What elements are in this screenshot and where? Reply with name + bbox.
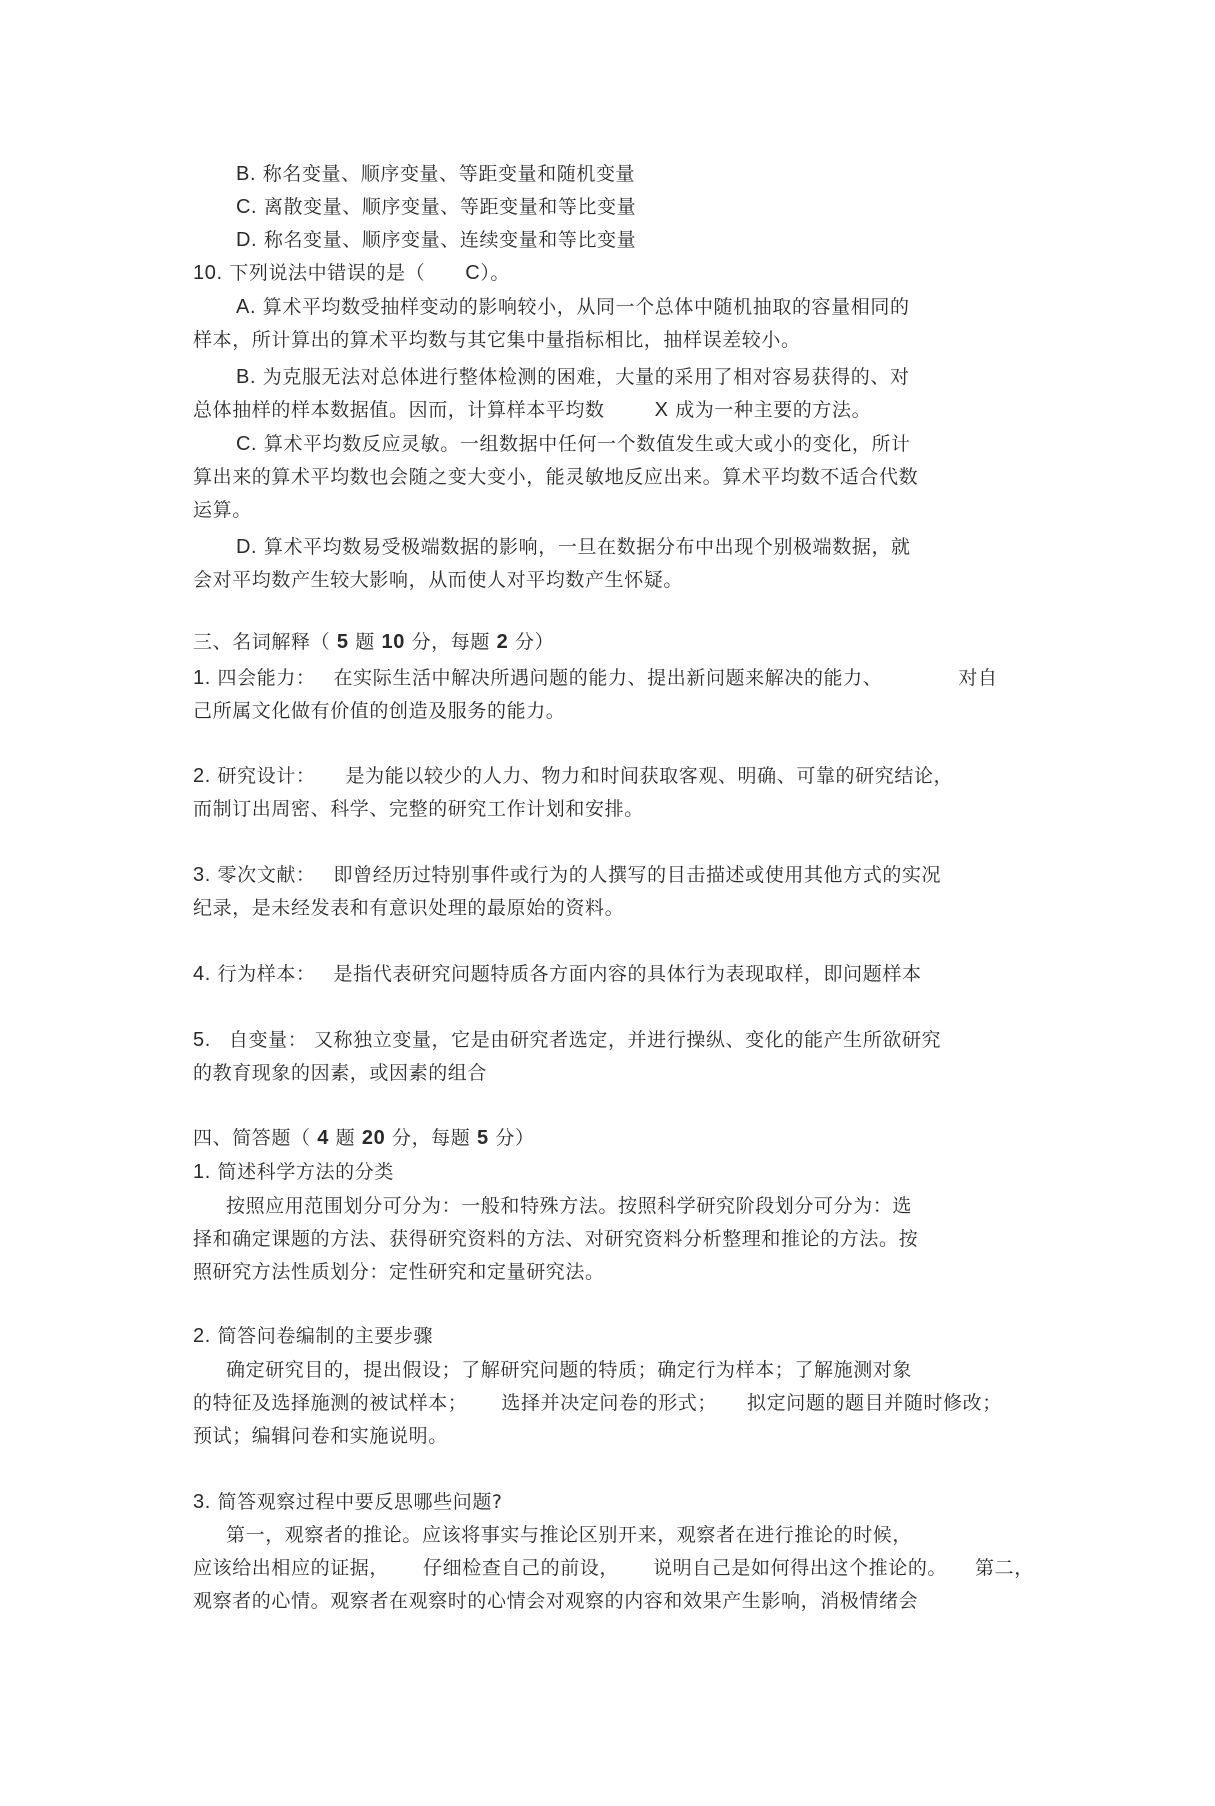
- section4-total-points: 20: [361, 1127, 386, 1149]
- term-3-number: 3.: [193, 864, 211, 886]
- short-answer-3-line2c: 说明自己是如何得出这个推论的。: [653, 1557, 948, 1579]
- term-4-number: 4.: [193, 963, 211, 985]
- short-answer-3-line2: [193, 1556, 1034, 1580]
- term-5-line1: [193, 1028, 941, 1052]
- q10-option-c-text: 算术平均数反应灵敏。一组数据中任何一个数值发生或大或小的变化，所计: [263, 433, 911, 455]
- term-5-line2: 的教育现象的因素，或因素的组合: [193, 1062, 488, 1084]
- term-1-line2: 己所属文化做有价值的创造及服务的能力。: [193, 700, 566, 722]
- section3-points-each: 2: [496, 631, 509, 653]
- section3-heading-part1: 三、名词解释（: [193, 631, 331, 653]
- term-4-definition: 是指代表研究问题特质各方面内容的具体行为表现取样，即问题样本: [333, 963, 922, 985]
- term-2-line1: [193, 764, 953, 788]
- short-answer-2-line2: [193, 1391, 1002, 1415]
- short-answer-1-line2: 择和确定课题的方法、获得研究资料的方法、对研究资料分析整理和推论的方法。按: [193, 1228, 919, 1250]
- short-answer-3-title: [193, 1490, 503, 1514]
- term-3-definition: 即曾经历过特别事件或行为的人撰写的目击描述或使用其他方式的实况: [333, 864, 942, 886]
- short-answer-2-line2b: 选择并决定问卷的形式；: [501, 1392, 718, 1414]
- q10-option-d-line2: 会对平均数产生较大影响，从而使人对平均数产生怀疑。: [193, 569, 684, 591]
- short-answer-3-line3: 观察者的心情。观察者在观察时的心情会对观察的内容和效果产生影响，消极情绪会: [193, 1590, 919, 1612]
- q10-number: 10.: [193, 262, 223, 284]
- q9-option-d-text: 称名变量、顺序变量、连续变量和等比变量: [263, 229, 637, 251]
- term-1-definition-end: 对自: [958, 667, 998, 689]
- term-2-number: 2.: [193, 765, 211, 787]
- q10-option-a-text: 算术平均数受抽样变动的影响较小，从同一个总体中随机抽取的容量相同的: [262, 296, 910, 318]
- term-4-line1: [193, 962, 922, 986]
- q10-option-d-line1: D. 算术平均数易受极端数据的影响，一旦在数据分布中出现个别极端数据，就: [236, 536, 911, 558]
- section3-heading-part4: 分）: [514, 631, 555, 653]
- short-answer-1-line1: 按照应用范围划分可分为：一般和特殊方法。按照科学研究阶段划分可分为：选: [226, 1195, 913, 1217]
- q9-option-c: C. 离散变量、顺序变量、等距变量和等比变量: [236, 196, 637, 218]
- q9-option-c-text: 离散变量、顺序变量、等距变量和等比变量: [263, 196, 637, 218]
- short-answer-1-number: 1.: [193, 1161, 211, 1183]
- section3-total-points: 10: [381, 631, 405, 653]
- short-answer-1-title: [193, 1160, 394, 1184]
- q9-option-b-text: 称名变量、顺序变量、等距变量和随机变量: [262, 163, 636, 185]
- short-answer-2-line2c: 拟定问题的题目并随时修改；: [747, 1392, 1002, 1414]
- q10-option-c-line3: 运算。: [193, 499, 252, 521]
- term-5-number: 5.: [193, 1029, 211, 1051]
- term-5-definition: 又称独立变量，它是由研究者选定，并进行操纵、变化的能产生所欲研究: [313, 1029, 942, 1051]
- short-answer-3-line2b: 仔细检查自己的前设，: [423, 1557, 620, 1579]
- q10-option-a-line1: A. 算术平均数受抽样变动的影响较小，从同一个总体中随机抽取的容量相同的: [236, 296, 910, 318]
- section4-heading-part3: 分，每题: [391, 1127, 471, 1149]
- q10-option-d-text: 算术平均数易受极端数据的影响，一旦在数据分布中出现个别极端数据，就: [263, 536, 911, 558]
- section4-heading-part2: 题: [335, 1127, 356, 1149]
- q9-option-b: B. 称名变量、顺序变量、等距变量和随机变量: [236, 163, 636, 185]
- short-answer-2-line1: 确定研究目的，提出假设；了解研究问题的特质；确定行为样本；了解施测对象: [226, 1359, 913, 1381]
- short-answer-3-line1: 第一，观察者的推论。应该将事实与推论区别开来，观察者在进行推论的时候，: [226, 1524, 913, 1546]
- q10-sample-mean-symbol: X: [654, 399, 669, 421]
- q10-option-b-line2a: 总体抽样的样本数据值。因而，计算样本平均数: [193, 399, 605, 421]
- q10-option-b-text: 为克服无法对总体进行整体检测的困难，大量的采用了相对容易获得的、对: [262, 366, 910, 388]
- term-3-line1: [193, 863, 941, 887]
- section4-count: 4: [317, 1127, 329, 1149]
- short-answer-1-title-text: 简述科学方法的分类: [217, 1161, 394, 1183]
- section4-heading-part1: 四、简答题（: [193, 1127, 311, 1149]
- term-5-name: 自变量：: [228, 1029, 308, 1051]
- section3-heading-part2: 题: [355, 631, 375, 653]
- term-2-definition: 是为能以较少的人力、物力和时间获取客观、明确、可靠的研究结论，: [345, 765, 954, 787]
- q10-option-a-line2: 样本，所计算出的算术平均数与其它集中量指标相比，抽样误差较小。: [193, 329, 801, 351]
- section4-points-each: 5: [477, 1127, 489, 1149]
- short-answer-2-line2a: 的特征及选择施测的被试样本；: [193, 1392, 468, 1414]
- short-answer-3-line2a: 应该给出相应的证据，: [193, 1557, 390, 1579]
- q10-stem-text: 下列说法中错误的是（: [229, 262, 426, 284]
- short-answer-3-number: 3.: [193, 1491, 211, 1513]
- q10-option-c-line2: 算出来的算术平均数也会随之变大变小，能灵敏地反应出来。算术平均数不适合代数: [193, 466, 919, 488]
- q10-stem-end: ）。: [480, 262, 511, 284]
- q10-option-c-line1: C. 算术平均数反应灵敏。一组数据中任何一个数值发生或大或小的变化，所计: [236, 433, 911, 455]
- section3-count: 5: [336, 631, 349, 653]
- term-2-line2: 而制订出周密、科学、完整的研究工作计划和安排。: [193, 798, 644, 820]
- short-answer-2-title-text: 简答问卷编制的主要步骤: [217, 1325, 434, 1347]
- q9-option-d: D. 称名变量、顺序变量、连续变量和等比变量: [236, 229, 637, 251]
- short-answer-2-title: [193, 1324, 433, 1348]
- q10-option-b-line1: B. 为克服无法对总体进行整体检测的困难，大量的采用了相对容易获得的、对: [236, 366, 910, 388]
- section4-heading-part4: 分）: [495, 1127, 535, 1149]
- term-3-line2: 纪录，是未经发表和有意识处理的最原始的资料。: [193, 897, 625, 919]
- q10-option-b-line2b: 成为一种主要的方法。: [675, 399, 872, 421]
- q10-stem: [193, 261, 510, 285]
- term-2-name: 研究设计：: [217, 765, 316, 787]
- q10-answer: C: [465, 262, 481, 284]
- term-1-number: 1.: [193, 667, 211, 689]
- short-answer-1-line3: 照研究方法性质划分：定性研究和定量研究法。: [193, 1261, 605, 1283]
- section3-heading-part3: 分，每题: [411, 631, 490, 653]
- short-answer-2-line3: 预试；编辑问卷和实施说明。: [193, 1425, 448, 1447]
- term-3-name: 零次文献：: [217, 864, 316, 886]
- term-4-name: 行为样本：: [217, 963, 316, 985]
- q10-option-b-line2: [193, 398, 871, 422]
- term-1-line1: [193, 666, 998, 690]
- short-answer-2-number: 2.: [193, 1325, 211, 1347]
- short-answer-3-line2d: 第二，: [975, 1557, 1034, 1579]
- term-1-definition: 在实际生活中解决所遇问题的能力、提出新问题来解决的能力、: [333, 667, 883, 689]
- term-1-name: 四会能力：: [217, 667, 316, 689]
- section3-heading: [193, 630, 554, 654]
- short-answer-3-title-text: 简答观察过程中要反思哪些问题?: [217, 1491, 503, 1513]
- section4-heading: [193, 1126, 535, 1150]
